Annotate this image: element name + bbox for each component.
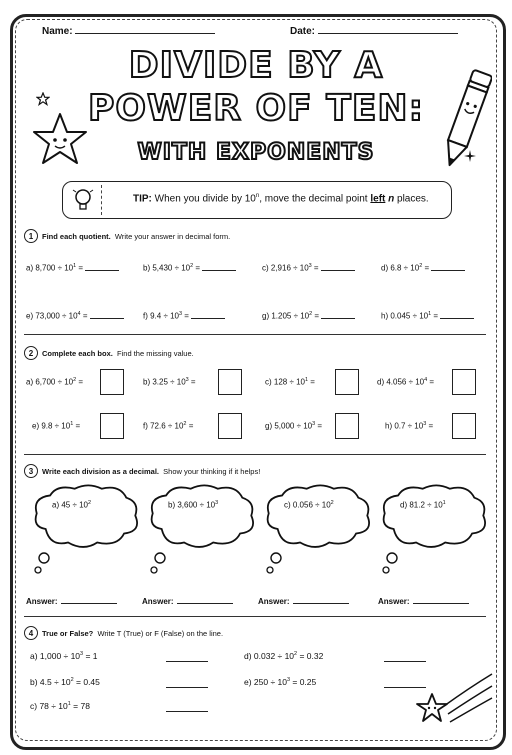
expression-equals: = [182, 311, 189, 321]
answer-line[interactable] [90, 318, 124, 319]
section-number: 3 [24, 464, 38, 478]
tip-text-part: places. [394, 193, 429, 205]
expression-exponent: 3 [286, 677, 291, 684]
title-line-2: POWER OF TEN: [88, 88, 424, 129]
cloud-problem [52, 500, 91, 510]
section-heading: Write each division as a decimal. [42, 466, 159, 476]
missing-value-problem [32, 421, 80, 431]
true-false-statement [244, 677, 316, 687]
answer-label-text: Answer: [378, 597, 410, 606]
date-label-text: Date: [290, 26, 316, 37]
expression-exponent: 2 [70, 677, 74, 684]
section-heading: True or False? [42, 628, 94, 638]
expression-base: a) 1,000 ÷ 10 [30, 651, 81, 661]
expression-base: b) 5,430 ÷ 10 [143, 263, 191, 273]
thought-cloud[interactable] [146, 482, 258, 578]
answer-line[interactable] [61, 603, 117, 604]
expression-equals: = [431, 311, 439, 321]
expression-equals: = [188, 377, 196, 387]
tip-exp: n [255, 193, 260, 199]
expression-base: e) 250 ÷ 10 [244, 677, 287, 687]
true-false-statement [30, 651, 98, 661]
section-2-heading [24, 346, 488, 360]
expression-equals: = [76, 377, 84, 387]
section-number: 2 [24, 346, 38, 360]
answer-box[interactable] [452, 369, 476, 395]
name-label [42, 26, 215, 37]
expression-base: c) 78 ÷ 10 [30, 701, 68, 711]
answer-label [258, 597, 349, 606]
small-star-icon [36, 92, 50, 106]
lightbulb-icon [71, 186, 95, 214]
tip-text-part: When you divide by 10 [154, 193, 256, 205]
expression-exponent: 1 [304, 377, 309, 383]
expression-equals: = [80, 311, 88, 321]
expression-exponent: 3 [308, 263, 312, 269]
expression-equals: = [422, 263, 430, 273]
expression-base: d) 6.8 ÷ 10 [381, 263, 420, 273]
expression-exponent: 2 [294, 651, 298, 658]
title-line-1: DIVIDE BY A [128, 45, 384, 86]
answer-line[interactable] [321, 318, 355, 319]
expression-exponent: 2 [87, 500, 92, 506]
tip-label: TIP: [133, 193, 152, 205]
expression-exponent: 1 [442, 500, 446, 506]
expression-exponent: 1 [67, 701, 71, 708]
expression-base: c) 2,916 ÷ 10 [262, 263, 309, 273]
expression-exponent: 3 [312, 421, 316, 427]
missing-value-problem [265, 421, 322, 431]
thought-cloud[interactable] [378, 482, 490, 578]
expression-exponent: 1 [73, 263, 77, 269]
answer-line[interactable] [85, 270, 119, 271]
answer-box[interactable] [218, 369, 242, 395]
title-line-3: WITH EXPONENTS [137, 140, 375, 165]
expression-exponent: 2 [183, 421, 187, 427]
answer-line[interactable] [191, 318, 225, 319]
date-line[interactable] [318, 33, 458, 34]
section-heading: Find each quotient. [42, 231, 111, 241]
quotient-problem [262, 311, 355, 321]
quotient-problem [262, 263, 355, 273]
answer-line[interactable] [293, 603, 349, 604]
expression-equals: = [308, 377, 315, 387]
date-label [290, 26, 458, 37]
expression-equals: = [186, 421, 194, 431]
expression-base: d) 4.056 ÷ 10 [377, 377, 425, 387]
expression-base: e) 9.8 ÷ 10 [32, 421, 71, 431]
answer-line[interactable] [440, 318, 474, 319]
section-divider [24, 334, 486, 335]
expression-base: a) 45 ÷ 10 [52, 500, 88, 510]
expression-equals: = 0.45 [73, 677, 100, 687]
missing-value-problem [143, 377, 196, 387]
section-3-heading [24, 464, 488, 478]
expression-exponent: 2 [330, 500, 334, 506]
expression-exponent: 1 [428, 311, 432, 317]
section-number: 1 [24, 229, 38, 243]
answer-box[interactable] [452, 413, 476, 439]
answer-line[interactable] [321, 270, 355, 271]
expression-exponent: 1 [70, 421, 74, 427]
expression-exponent: 2 [419, 263, 423, 269]
answer-box[interactable] [335, 369, 359, 395]
expression-base: g) 1.205 ÷ 10 [262, 311, 310, 321]
star-face-icon [30, 110, 90, 170]
tip-box [62, 181, 452, 219]
true-false-answer-line[interactable] [166, 711, 208, 712]
answer-label-text: Answer: [258, 597, 290, 606]
expression-exponent: 3 [185, 377, 189, 383]
cloud-problem [168, 500, 218, 510]
expression-exponent: 3 [80, 651, 84, 658]
expression-base: f) 72.6 ÷ 10 [143, 421, 184, 431]
sparkle-icon [464, 150, 476, 162]
tip-left-word: left [370, 193, 386, 205]
expression-exponent: 2 [309, 311, 313, 317]
expression-base: e) 73,000 ÷ 10 [26, 311, 78, 321]
cloud-problem [284, 500, 334, 510]
section-number: 4 [24, 626, 38, 640]
answer-box[interactable] [335, 413, 359, 439]
expression-equals: = [193, 263, 201, 273]
answer-box[interactable] [100, 413, 124, 439]
quotient-problem [26, 311, 124, 321]
answer-line[interactable] [413, 603, 469, 604]
expression-base: c) 128 ÷ 10 [265, 377, 305, 387]
expression-equals: = 1 [83, 651, 98, 661]
expression-base: b) 4.5 ÷ 10 [30, 677, 71, 687]
expression-base: b) 3,600 ÷ 10 [168, 500, 216, 510]
answer-line[interactable] [177, 603, 233, 604]
section-instruction: Show your thinking if it helps! [163, 466, 261, 476]
true-false-statement [244, 651, 323, 661]
true-false-answer-line[interactable] [384, 661, 426, 662]
section-instruction: Write your answer in decimal form. [114, 231, 231, 241]
expression-equals: = [73, 421, 81, 431]
section-divider [24, 616, 486, 617]
expression-exponent: 2 [73, 377, 77, 383]
tip-text [133, 193, 429, 204]
answer-label-text: Answer: [142, 597, 174, 606]
expression-equals: = [312, 311, 320, 321]
expression-base: d) 0.032 ÷ 10 [244, 651, 295, 661]
shooting-star-icon [414, 668, 494, 728]
expression-equals: = 78 [70, 701, 90, 711]
expression-equals: = 0.25 [290, 677, 317, 687]
expression-base: d) 81.2 ÷ 10 [400, 500, 443, 510]
name-label-text: Name: [42, 26, 73, 37]
expression-base: b) 3.25 ÷ 10 [143, 377, 186, 387]
expression-base: a) 8,700 ÷ 10 [26, 263, 74, 273]
true-false-answer-line[interactable] [166, 687, 208, 688]
expression-equals: = [311, 263, 319, 273]
quotient-problem [143, 311, 225, 321]
answer-label [378, 597, 469, 606]
expression-equals: = [76, 263, 84, 273]
expression-exponent: 3 [215, 500, 219, 506]
true-false-statement [30, 701, 90, 711]
tip-n-word: n [388, 193, 395, 205]
answer-box[interactable] [100, 369, 124, 395]
name-line[interactable] [75, 33, 215, 34]
missing-value-problem [26, 377, 83, 387]
expression-equals: = [315, 421, 323, 431]
expression-equals: = [426, 421, 434, 431]
expression-exponent: 3 [423, 421, 427, 427]
expression-exponent: 2 [190, 263, 194, 269]
quotient-problem [143, 263, 236, 273]
answer-line[interactable] [202, 270, 236, 271]
section-heading: Complete each box. [42, 348, 113, 358]
section-4-heading [24, 626, 488, 640]
section-instruction: Write T (True) or F (False) on the line. [97, 628, 224, 638]
answer-label [26, 597, 117, 606]
tip-text-part: , move the decimal point [259, 193, 371, 205]
section-1-heading [24, 229, 488, 243]
section-instruction: Find the missing value. [117, 348, 194, 358]
section-divider [24, 454, 486, 455]
expression-base: f) 9.4 ÷ 10 [143, 311, 179, 321]
true-false-statement [30, 677, 100, 687]
missing-value-problem [143, 421, 193, 431]
expression-base: h) 0.7 ÷ 10 [385, 421, 424, 431]
answer-label [142, 597, 233, 606]
quotient-problem [381, 263, 465, 273]
quotient-problem [26, 263, 119, 273]
missing-value-problem [265, 377, 315, 387]
thought-cloud[interactable] [262, 482, 374, 578]
answer-box[interactable] [218, 413, 242, 439]
expression-exponent: 4 [77, 311, 81, 317]
expression-equals: = 0.32 [297, 651, 324, 661]
tip-divider [101, 185, 102, 215]
expression-exponent: 3 [178, 311, 183, 317]
true-false-answer-line[interactable] [166, 661, 208, 662]
thought-cloud[interactable] [30, 482, 142, 578]
true-false-answer-line[interactable] [384, 687, 426, 688]
cloud-problem [400, 500, 446, 510]
expression-base: a) 6,700 ÷ 10 [26, 377, 74, 387]
answer-line[interactable] [431, 270, 465, 271]
expression-base: c) 0.056 ÷ 10 [284, 500, 331, 510]
answer-label-text: Answer: [26, 597, 58, 606]
missing-value-problem [385, 421, 433, 431]
expression-base: h) 0.045 ÷ 10 [381, 311, 429, 321]
missing-value-problem [377, 377, 434, 387]
expression-equals: = [427, 377, 435, 387]
expression-exponent: 4 [424, 377, 428, 383]
quotient-problem [381, 311, 474, 321]
expression-base: g) 5,000 ÷ 10 [265, 421, 313, 431]
